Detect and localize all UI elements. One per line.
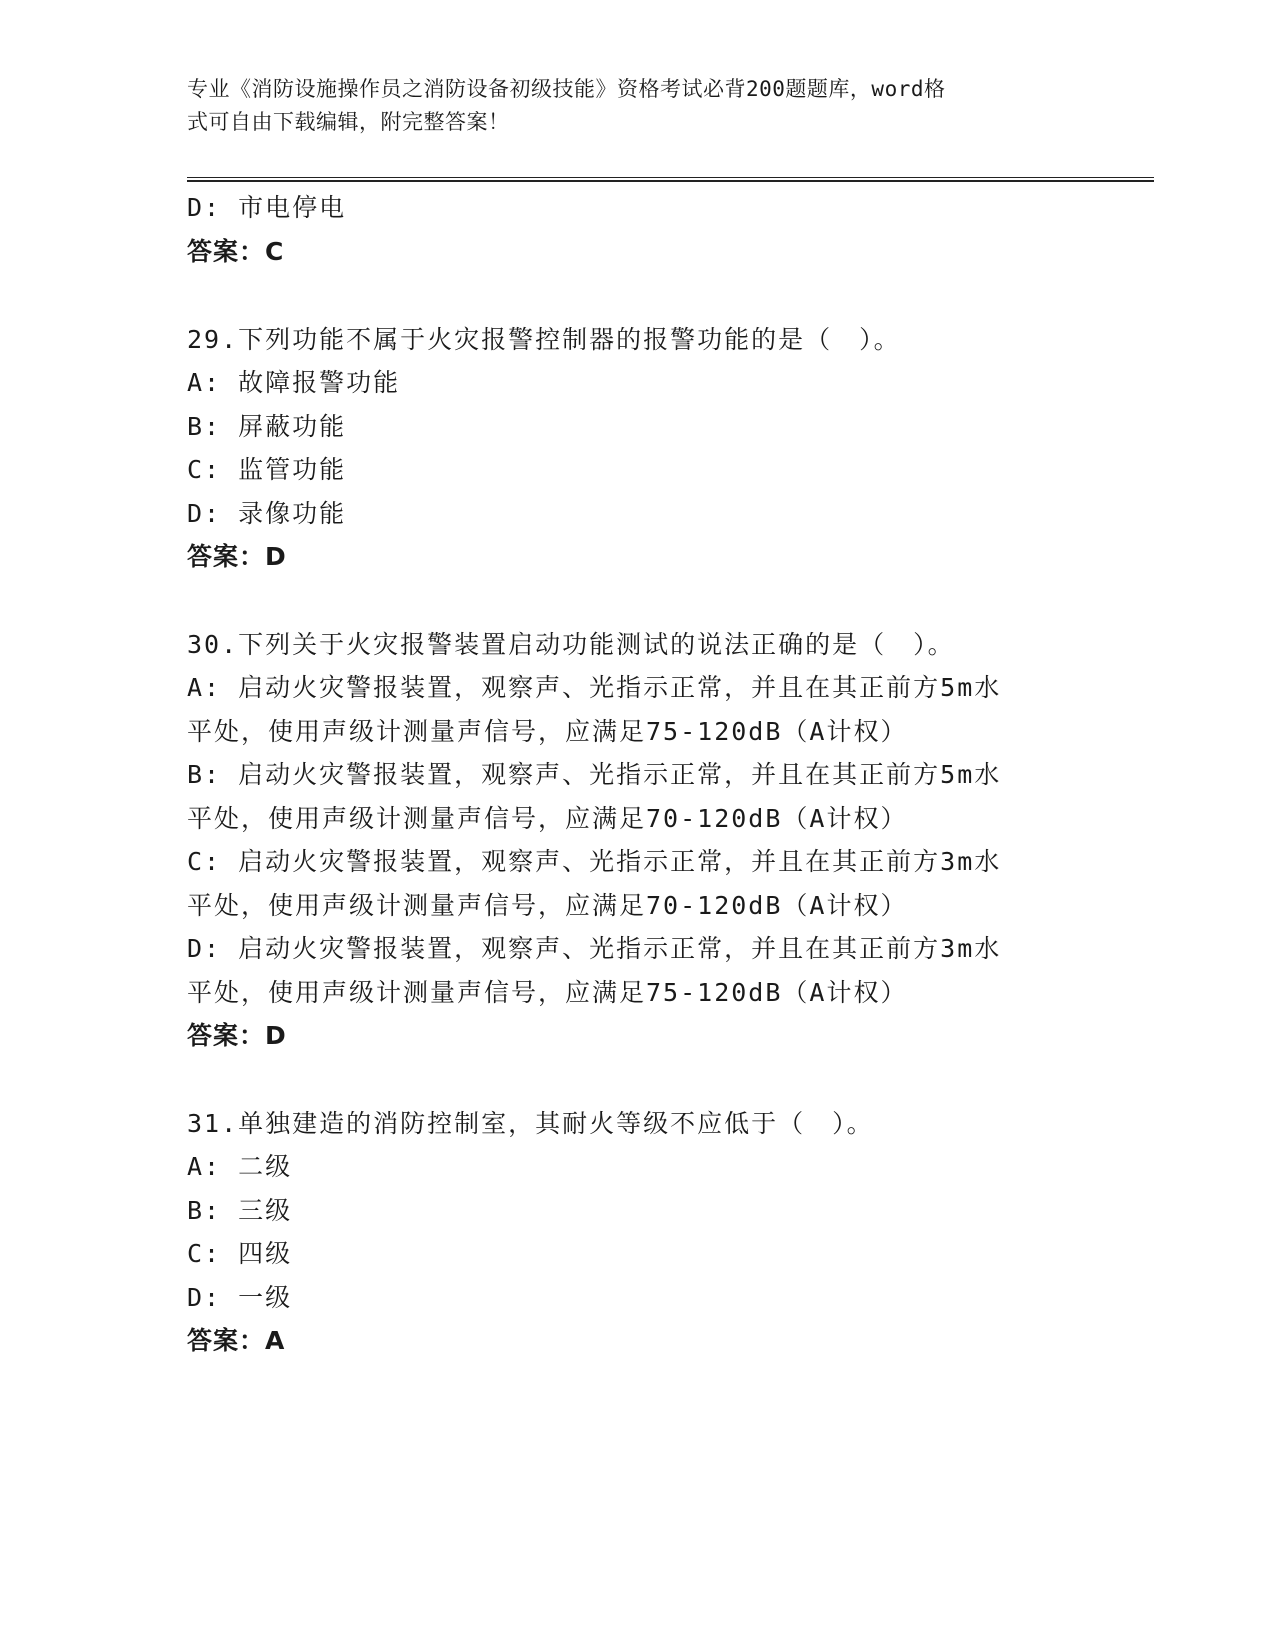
prev-answer: 答案：C [187, 237, 285, 266]
q29-option-d: D: 录像功能 [187, 499, 347, 528]
prev-option-d: D: 市电停电 [187, 193, 347, 222]
q31-answer: 答案：A [187, 1326, 286, 1355]
q29-stem: 29.下列功能不属于火灾报警控制器的报警功能的是（ ）。 [187, 325, 901, 354]
q31-option-d: D: 一级 [187, 1283, 293, 1312]
q30-option-b-line2: 平处，使用声级计测量声信号，应满足70-120dB（A计权） [187, 804, 908, 833]
q30-option-a-line2: 平处，使用声级计测量声信号，应满足75-120dB（A计权） [187, 717, 908, 746]
header-line-1: 专业《消防设施操作员之消防设备初级技能》资格考试必背200题题库，word格 [187, 77, 946, 101]
q29-answer: 答案：D [187, 542, 287, 571]
q30-answer: 答案：D [187, 1021, 287, 1050]
q31-option-a: A: 二级 [187, 1152, 293, 1181]
document-header [187, 73, 1067, 139]
q30-option-c-line2: 平处，使用声级计测量声信号，应满足70-120dB（A计权） [187, 891, 908, 920]
q29-option-b: B: 屏蔽功能 [187, 412, 347, 441]
q31-stem: 31.单独建造的消防控制室，其耐火等级不应低于（ ）。 [187, 1109, 874, 1138]
q30-option-a-line1: A: 启动火灾警报装置，观察声、光指示正常，并且在其正前方5m水 [187, 673, 1002, 702]
header-line-2: 式可自由下载编辑，附完整答案！ [187, 110, 510, 134]
q30-option-b-line1: B: 启动火灾警报装置，观察声、光指示正常，并且在其正前方5m水 [187, 760, 1002, 789]
q31-option-b: B: 三级 [187, 1196, 293, 1225]
q30-option-d-line1: D: 启动火灾警报装置，观察声、光指示正常，并且在其正前方3m水 [187, 934, 1002, 963]
q30-option-c-line1: C: 启动火灾警报装置，观察声、光指示正常，并且在其正前方3m水 [187, 847, 1002, 876]
q29-option-c: C: 监管功能 [187, 455, 347, 484]
q30-stem: 30.下列关于火灾报警装置启动功能测试的说法正确的是（ ）。 [187, 630, 955, 659]
q30-option-d-line2: 平处，使用声级计测量声信号，应满足75-120dB（A计权） [187, 978, 908, 1007]
q31-option-c: C: 四级 [187, 1239, 293, 1268]
q29-option-a: A: 故障报警功能 [187, 368, 401, 397]
header-divider [187, 177, 1154, 182]
